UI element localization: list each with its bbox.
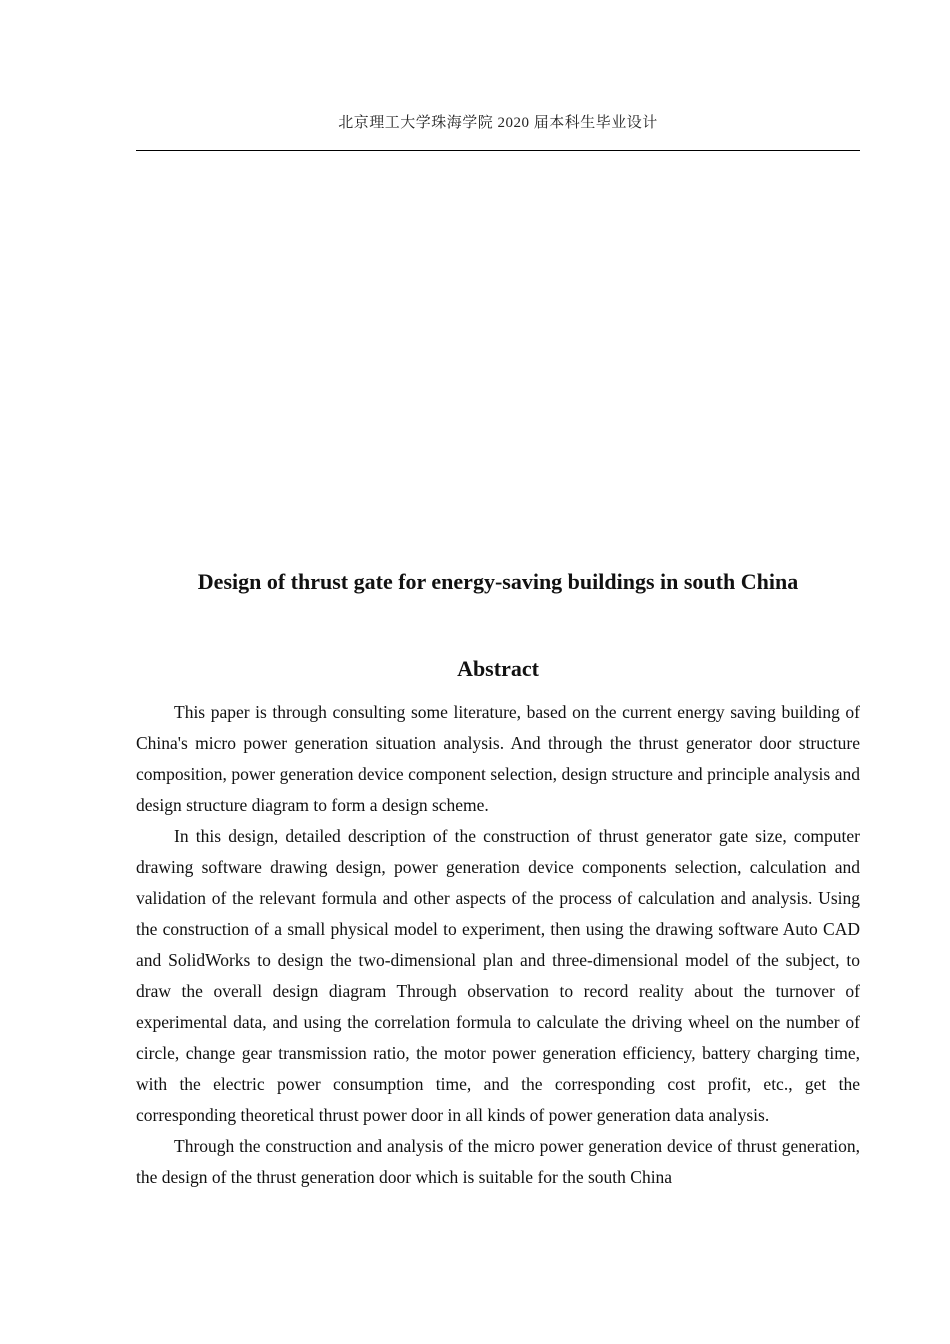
header-divider bbox=[136, 150, 860, 151]
abstract-paragraph-3: Through the construction and analysis of the micro power generation device of thrust generation, the design of the thrust generation door which is suitable for the south China bbox=[136, 1136, 860, 1187]
abstract-paragraph-1: This paper is through consulting some literature, based on the current energy saving building of China's micro power generation situation analysis. And through the thrust generator door structure composition, power generation device component selection, design structure and principle analysis and design structure diagram to form a design scheme. bbox=[136, 702, 860, 815]
running-header: 北京理工大学珠海学院 2020 届本科生毕业设计 bbox=[338, 115, 658, 131]
abstract-heading: Abstract bbox=[457, 656, 539, 681]
paper-title: Design of thrust gate for energy-saving buildings in south China bbox=[197, 569, 799, 594]
abstract-body bbox=[136, 697, 860, 1193]
abstract-paragraph-2: In this design, detailed description of the construction of thrust generator gate size, computer drawing software drawing design, power generation device components selection, calculation and validation of the relevant formula and other aspects of the process of calculation and analysis. Using the construction of a small physical model to experiment, then using the drawing software Auto CAD and SolidWorks to design the two-dimensional plan and three-dimensional model of the subject, to draw the overall design diagram Through observation to record reality about the turnover of experimental data, and using the correlation formula to calculate the driving wheel on the number of circle, change gear transmission ratio, the motor power generation efficiency, battery charging time, with the electric power consumption time, and the corresponding cost profit, etc., get the corresponding theoretical thrust power door in all kinds of power generation data analysis. bbox=[136, 826, 860, 1125]
